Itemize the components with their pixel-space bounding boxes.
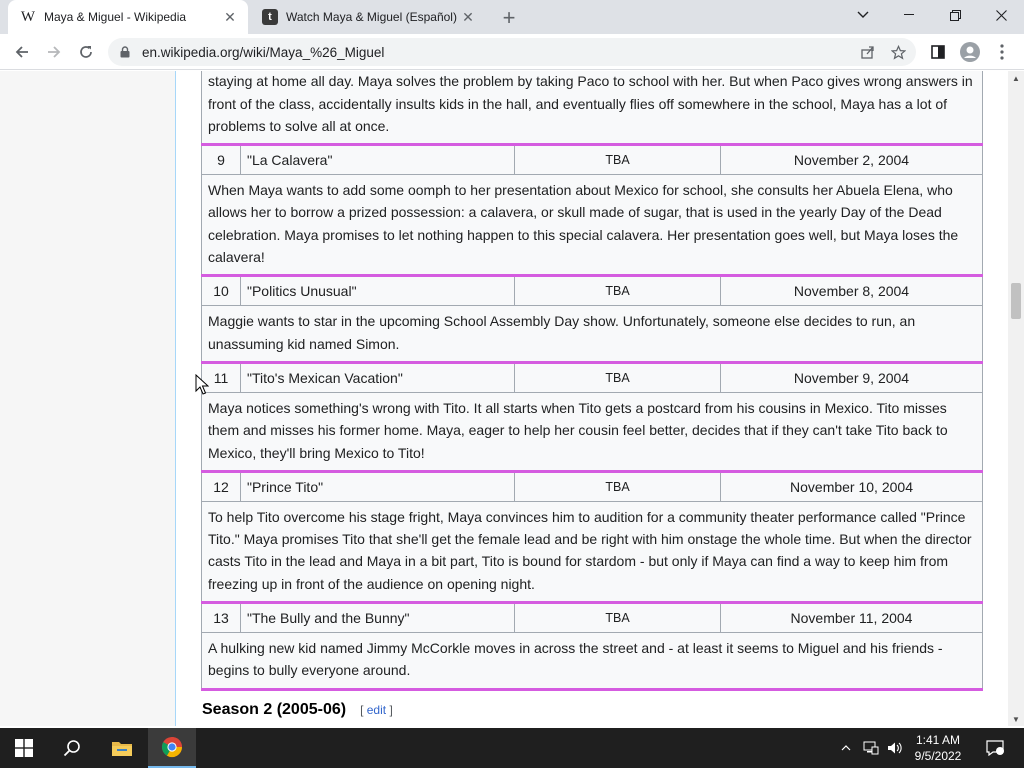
file-explorer-icon[interactable] [98,728,146,768]
episode-row [202,603,983,633]
new-tab-icon[interactable]: + [502,5,516,30]
tab-watch-maya-miguel[interactable] [250,0,486,34]
tab-wikipedia[interactable] [8,0,248,34]
page-scrollbar[interactable] [1008,71,1024,726]
episode-code: TBA [515,362,721,392]
network-icon[interactable] [860,728,882,768]
notifications-icon[interactable] [980,728,1010,768]
episode-air-date: November 10, 2004 [721,471,983,501]
windows-taskbar [0,728,1024,768]
episode-row [202,362,983,392]
episode-code: TBA [515,603,721,633]
close-window-icon[interactable] [978,0,1024,30]
episode-summary: When Maya wants to add some oomph to her presentation about Mexico for school, she consults her Abuela Elena, who allows her to borrow a prized possession: a calavera, or skull made of sugar, that is used in the yearly Day of the Dead celebration. Maya promises to let nothing happen to this special calavera. Her presentation goes well, but Maya loses the calavera! [202,175,983,276]
tubi-favicon-icon: t [262,9,278,25]
episode-summary: Maggie wants to star in the upcoming School Assembly Day show. Unfortunately, someone else decides to run, an unassuming kid named Simon. [202,306,983,363]
restore-icon[interactable] [932,0,978,30]
episode-air-date: November 8, 2004 [721,276,983,306]
close-tab-icon[interactable]: ✕ [462,8,474,25]
search-icon[interactable] [48,728,96,768]
episode-summary: A hulking new kid named Jimmy McCorkle moves in across the street and - at least it seems to Miguel and his friends - begins to bully everyone around. [202,633,983,690]
episode-summary-row [202,71,983,145]
section-heading-season-2 [202,701,393,719]
clock-time: 1:41 AM [915,733,961,747]
episode-summary: staying at home all day. Maya solves the problem by taking Paco to school with her. But when Paco gives wrong answers in front of the class, accidentally insults kids in the hall, and eventually flies off somewhere in the school, Maya has a lot of problems to solve all at once. [202,71,983,145]
menu-kebab-icon[interactable] [990,40,1014,64]
edit-section [360,703,393,717]
episode-air-date: November 9, 2004 [721,362,983,392]
episode-title: "La Calavera" [241,145,515,175]
episode-summary-row [202,633,983,690]
tab-title: Watch Maya & Miguel (Español) [286,10,457,24]
tray-expand-chevron-icon[interactable] [836,728,856,768]
share-icon[interactable] [856,40,880,64]
episode-row [202,145,983,175]
episode-number: 12 [202,471,241,501]
episode-table [201,71,983,691]
episode-number: 13 [202,603,241,633]
address-bar[interactable] [108,38,916,66]
forward-arrow-icon[interactable] [42,40,66,64]
minimize-icon[interactable] [886,0,932,30]
volume-icon[interactable] [884,728,906,768]
wikipedia-sidebar [0,71,176,726]
url-text[interactable]: en.wikipedia.org/wiki/Maya_%26_Miguel [142,44,385,60]
episode-row [202,276,983,306]
wikipedia-favicon-icon: W [20,8,36,25]
episode-title: "Tito's Mexican Vacation" [241,362,515,392]
tab-search-chevron-icon[interactable] [840,0,886,30]
edit-bracket-open: [ [360,703,367,717]
episode-summary: Maya notices something's wrong with Tito. It all starts when Tito gets a postcard from his cousins in Mexico. Tito misses them and misses his former home. Maya, eager to help her cousin feel better, decides that if they can't take Tito back to Mexico, they'll bring Mexico to Tito! [202,392,983,471]
episode-code: TBA [515,276,721,306]
mouse-pointer-icon [195,374,209,396]
scroll-down-arrow-icon[interactable]: ▼ [1012,714,1020,724]
side-panel-icon[interactable] [926,40,950,64]
windows-start-icon[interactable] [0,728,48,768]
episode-title: "Politics Unusual" [241,276,515,306]
episode-summary-row [202,306,983,363]
browser-toolbar [0,34,1024,70]
taskbar-clock[interactable] [906,732,970,764]
episode-code: TBA [515,145,721,175]
reload-icon[interactable] [74,40,98,64]
episode-code: TBA [515,471,721,501]
scroll-up-arrow-icon[interactable]: ▲ [1012,73,1020,83]
episode-row [202,471,983,501]
profile-avatar-icon[interactable] [958,40,982,64]
episode-number: 11 [202,362,241,392]
episode-air-date: November 11, 2004 [721,603,983,633]
scrollbar-thumb[interactable] [1011,283,1021,319]
episode-number: 10 [202,276,241,306]
back-arrow-icon[interactable] [10,40,34,64]
tab-title: Maya & Miguel - Wikipedia [44,10,187,24]
episode-summary: To help Tito overcome his stage fright, Maya convinces him to audition for a community theater performance called "Prince Tito." Maya promises Tito that she'll get the female lead and be right with him onstage the whole time. But when the director casts Tito in the lead and Maya in a bit part, Tito is bound for stardom - but only if Maya can find a way to keep him from freezing up in front of the audience on opening night. [202,501,983,602]
episode-summary-row [202,501,983,602]
bookmark-star-icon[interactable] [886,40,910,64]
wikipedia-page [0,71,1008,726]
close-tab-icon[interactable]: ✕ [224,8,236,25]
episode-number: 9 [202,145,241,175]
episode-summary-row [202,392,983,471]
edit-section-link[interactable]: edit [366,703,387,717]
episode-title: "The Bully and the Bunny" [241,603,515,633]
episode-summary-row [202,175,983,276]
lock-icon[interactable] [118,46,132,58]
tab-strip [0,0,1024,34]
edit-bracket-close: ] [386,703,393,717]
episode-air-date: November 2, 2004 [721,145,983,175]
episode-title: "Prince Tito" [241,471,515,501]
clock-date: 9/5/2022 [914,749,962,763]
section-title: Season 2 (2005-06) [202,701,347,718]
chrome-taskbar-icon[interactable] [148,728,196,768]
